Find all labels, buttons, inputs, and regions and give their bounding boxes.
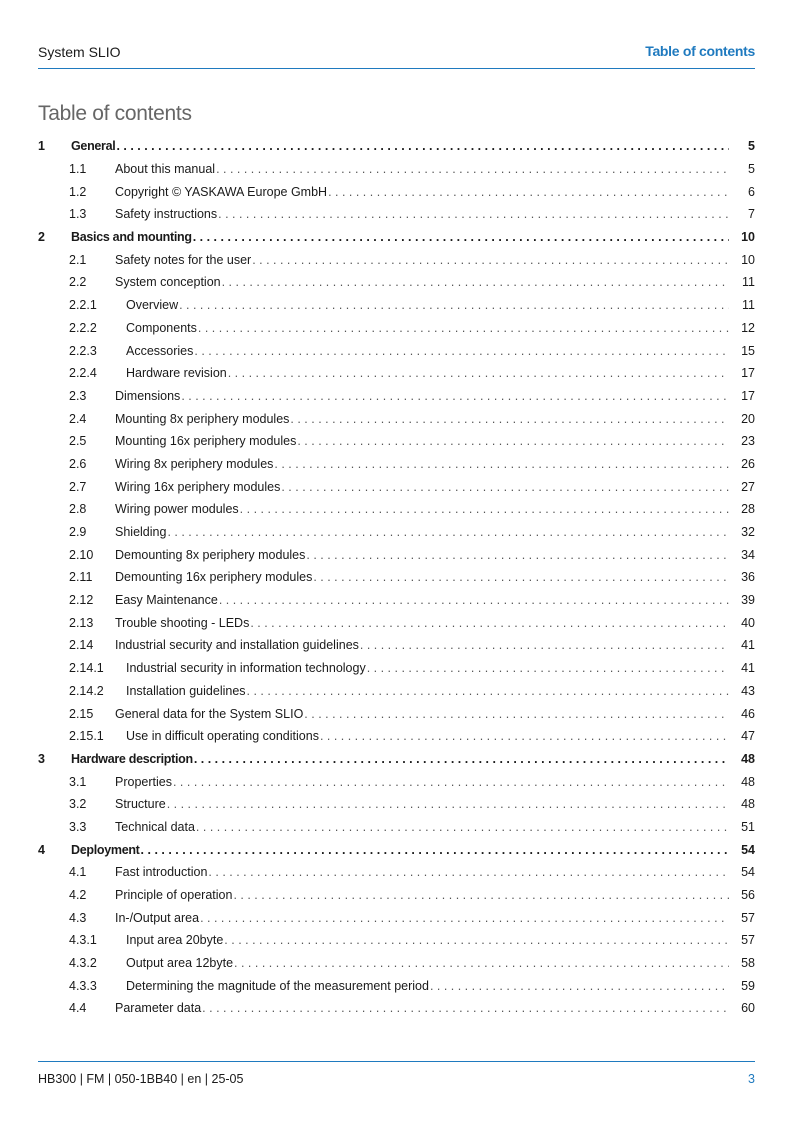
toc-entry-title[interactable]: Wiring power modules bbox=[115, 502, 239, 517]
toc-entry[interactable] bbox=[38, 362, 755, 385]
toc-entry[interactable] bbox=[38, 203, 755, 226]
toc-leader-dots bbox=[216, 162, 729, 176]
toc-leader-dots bbox=[250, 616, 729, 630]
toc-entry-page[interactable]: 36 bbox=[741, 570, 755, 585]
toc-entry-number: 1.3 bbox=[69, 207, 87, 222]
toc-leader-dots bbox=[194, 752, 729, 766]
toc-leader-dots bbox=[306, 548, 729, 562]
toc-entry-number: 2.14 bbox=[69, 638, 94, 653]
toc-entry-page[interactable]: 23 bbox=[741, 434, 755, 449]
toc-entry-title[interactable]: Accessories bbox=[126, 343, 194, 358]
toc-entry[interactable] bbox=[38, 838, 755, 861]
toc-entry-page[interactable]: 17 bbox=[741, 388, 755, 403]
toc-entry-title[interactable]: System conception bbox=[115, 275, 221, 290]
toc-leader-dots bbox=[141, 843, 729, 857]
toc-leader-dots bbox=[181, 389, 729, 403]
toc-entry-number: 2.14.1 bbox=[69, 661, 104, 676]
toc-entry-page[interactable]: 59 bbox=[741, 978, 755, 993]
toc-entry[interactable] bbox=[38, 475, 755, 498]
toc-entry-title[interactable]: Hardware description bbox=[71, 751, 193, 766]
toc-entry-number: 2.9 bbox=[69, 525, 87, 540]
toc-entry-title[interactable]: Output area 12byte bbox=[126, 956, 234, 971]
toc-entry-title[interactable]: General bbox=[71, 139, 116, 154]
toc-entry-number: 4.3.2 bbox=[69, 956, 97, 971]
toc-entry-number: 2.7 bbox=[69, 479, 87, 494]
toc-leader-dots bbox=[202, 1001, 729, 1015]
toc-entry[interactable] bbox=[38, 793, 755, 816]
toc-entry-page[interactable]: 57 bbox=[741, 933, 755, 948]
toc-entry-page[interactable]: 27 bbox=[741, 479, 755, 494]
toc-entry-number: 2.1 bbox=[69, 252, 87, 267]
toc-entry-title[interactable]: Easy Maintenance bbox=[115, 593, 218, 608]
toc-leader-dots bbox=[198, 321, 729, 335]
table-of-contents bbox=[38, 135, 755, 1020]
toc-entry-title[interactable]: Hardware revision bbox=[126, 366, 227, 381]
toc-entry-title[interactable]: Deployment bbox=[71, 842, 140, 857]
toc-entry-title[interactable]: Mounting 16x periphery modules bbox=[115, 434, 297, 449]
toc-entry[interactable] bbox=[38, 861, 755, 884]
toc-entry-page[interactable]: 5 bbox=[748, 139, 755, 154]
toc-entry-page[interactable]: 7 bbox=[748, 207, 755, 222]
toc-entry-title[interactable]: Wiring 16x periphery modules bbox=[115, 479, 281, 494]
toc-entry-page[interactable]: 10 bbox=[741, 252, 755, 267]
toc-entry[interactable] bbox=[38, 385, 755, 408]
toc-entry-title[interactable]: Trouble shooting - LEDs bbox=[115, 615, 250, 630]
toc-entry-number: 2.15.1 bbox=[69, 729, 104, 744]
toc-entry-number: 4 bbox=[38, 842, 45, 857]
toc-entry-title[interactable]: Safety notes for the user bbox=[115, 252, 252, 267]
toc-entry-number: 2.8 bbox=[69, 502, 87, 517]
toc-entry-title[interactable]: General data for the System SLIO bbox=[115, 706, 304, 721]
toc-entry-number: 4.3.1 bbox=[69, 933, 97, 948]
toc-entry-title[interactable]: Wiring 8x periphery modules bbox=[115, 456, 274, 471]
toc-entry[interactable] bbox=[38, 611, 755, 634]
toc-leader-dots bbox=[313, 570, 729, 584]
toc-leader-dots bbox=[173, 775, 729, 789]
toc-leader-dots bbox=[234, 956, 729, 970]
toc-entry-number: 1.1 bbox=[69, 162, 87, 177]
toc-entry-number: 2.2.4 bbox=[69, 366, 97, 381]
toc-entry-page[interactable]: 60 bbox=[741, 1001, 755, 1016]
toc-entry-title[interactable]: Demounting 8x periphery modules bbox=[115, 547, 306, 562]
toc-entry-number: 2.2.1 bbox=[69, 298, 97, 313]
toc-leader-dots bbox=[367, 661, 729, 675]
toc-entry-number: 1.2 bbox=[69, 184, 87, 199]
toc-entry[interactable] bbox=[38, 974, 755, 997]
toc-entry-number: 2.3 bbox=[69, 388, 87, 403]
toc-leader-dots bbox=[297, 434, 729, 448]
toc-entry-page[interactable]: 41 bbox=[741, 638, 755, 653]
toc-entry[interactable] bbox=[38, 589, 755, 612]
toc-entry[interactable] bbox=[38, 725, 755, 748]
page-header bbox=[38, 40, 755, 69]
toc-entry-title[interactable]: Industrial security in information technology bbox=[126, 661, 366, 676]
toc-entry[interactable] bbox=[38, 906, 755, 929]
toc-entry-page[interactable]: 15 bbox=[741, 343, 755, 358]
toc-entry[interactable] bbox=[38, 884, 755, 907]
toc-entry-page[interactable]: 32 bbox=[741, 525, 755, 540]
toc-entry-number: 2.14.2 bbox=[69, 683, 104, 698]
toc-leader-dots bbox=[167, 525, 729, 539]
toc-entry-title[interactable]: Installation guidelines bbox=[126, 683, 246, 698]
toc-entry[interactable] bbox=[38, 521, 755, 544]
toc-leader-dots bbox=[328, 185, 729, 199]
toc-entry[interactable] bbox=[38, 430, 755, 453]
page-footer bbox=[38, 1061, 755, 1092]
toc-entry-number: 2.2 bbox=[69, 275, 87, 290]
toc-entry-page[interactable]: 56 bbox=[741, 888, 755, 903]
toc-entry[interactable] bbox=[38, 226, 755, 249]
toc-entry-title[interactable]: Input area 20byte bbox=[126, 933, 224, 948]
toc-entry-number: 4.3.3 bbox=[69, 978, 97, 993]
toc-entry[interactable] bbox=[38, 248, 755, 271]
toc-leader-dots bbox=[222, 275, 729, 289]
toc-entry-number: 3.1 bbox=[69, 774, 87, 789]
toc-entry-page[interactable]: 58 bbox=[741, 956, 755, 971]
toc-leader-dots bbox=[200, 911, 729, 925]
toc-entry-title[interactable]: Overview bbox=[126, 298, 179, 313]
toc-entry-title[interactable]: Determining the magnitude of the measurement period bbox=[126, 978, 429, 993]
toc-entry-title[interactable]: Safety instructions bbox=[115, 207, 218, 222]
toc-entry-number: 2.12 bbox=[69, 593, 94, 608]
toc-entry[interactable] bbox=[38, 997, 755, 1020]
toc-leader-dots bbox=[194, 344, 729, 358]
toc-leader-dots bbox=[274, 457, 729, 471]
toc-entry[interactable] bbox=[38, 702, 755, 725]
toc-entry-number: 2.15 bbox=[69, 706, 94, 721]
toc-leader-dots bbox=[360, 638, 729, 652]
toc-leader-dots bbox=[240, 502, 729, 516]
toc-leader-dots bbox=[228, 366, 729, 380]
toc-leader-dots bbox=[219, 593, 729, 607]
page-title: Table of contents bbox=[38, 102, 192, 125]
toc-entry-page[interactable]: 47 bbox=[741, 729, 755, 744]
toc-entry-page[interactable]: 17 bbox=[741, 366, 755, 381]
toc-entry[interactable] bbox=[38, 339, 755, 362]
toc-entry-page[interactable]: 5 bbox=[748, 162, 755, 177]
toc-entry-number: 4.4 bbox=[69, 1001, 87, 1016]
toc-entry[interactable] bbox=[38, 657, 755, 680]
toc-entry-number: 2.2.3 bbox=[69, 343, 97, 358]
toc-entry-page[interactable]: 43 bbox=[741, 683, 755, 698]
toc-entry-title[interactable]: Shielding bbox=[115, 525, 167, 540]
toc-entry-page[interactable]: 54 bbox=[741, 842, 755, 857]
toc-entry-page[interactable]: 28 bbox=[741, 502, 755, 517]
toc-entry-number: 1 bbox=[38, 139, 45, 154]
toc-entry-title[interactable]: In-/Output area bbox=[115, 910, 200, 925]
toc-entry-title[interactable]: About this manual bbox=[115, 162, 216, 177]
toc-entry-title[interactable]: Principle of operation bbox=[115, 888, 233, 903]
toc-entry-title[interactable]: Copyright © YASKAWA Europe GmbH bbox=[115, 184, 328, 199]
toc-entry-page[interactable]: 39 bbox=[741, 593, 755, 608]
toc-entry-page[interactable]: 12 bbox=[741, 320, 755, 335]
toc-entry-title[interactable]: Components bbox=[126, 320, 197, 335]
toc-entry-page[interactable]: 34 bbox=[741, 547, 755, 562]
toc-entry[interactable] bbox=[38, 158, 755, 181]
toc-entry-number: 3.2 bbox=[69, 797, 87, 812]
toc-entry-number: 2.4 bbox=[69, 411, 87, 426]
toc-entry-title[interactable]: Use in difficult operating conditions bbox=[126, 729, 319, 744]
toc-leader-dots bbox=[430, 979, 729, 993]
toc-entry-title[interactable]: Parameter data bbox=[115, 1001, 202, 1016]
toc-entry[interactable] bbox=[38, 180, 755, 203]
toc-entry-number: 2.10 bbox=[69, 547, 94, 562]
toc-leader-dots bbox=[179, 298, 729, 312]
toc-entry-page[interactable]: 46 bbox=[741, 706, 755, 721]
toc-entry[interactable] bbox=[38, 317, 755, 340]
toc-entry-title[interactable]: Technical data bbox=[115, 819, 195, 834]
toc-entry[interactable] bbox=[38, 498, 755, 521]
toc-entry-title[interactable]: Demounting 16x periphery modules bbox=[115, 570, 313, 585]
toc-entry[interactable] bbox=[38, 453, 755, 476]
toc-entry-number: 2.5 bbox=[69, 434, 87, 449]
toc-entry-page[interactable]: 48 bbox=[741, 774, 755, 789]
toc-entry-number: 2.11 bbox=[69, 570, 93, 585]
footer-page-number: 3 bbox=[748, 1072, 755, 1086]
toc-entry-page[interactable]: 48 bbox=[741, 797, 755, 812]
toc-entry-number: 4.2 bbox=[69, 888, 87, 903]
toc-entry-page[interactable]: 20 bbox=[741, 411, 755, 426]
toc-entry-title[interactable]: Properties bbox=[115, 774, 172, 789]
toc-leader-dots bbox=[247, 684, 729, 698]
toc-entry[interactable] bbox=[38, 952, 755, 975]
toc-leader-dots bbox=[252, 253, 729, 267]
toc-entry-title[interactable]: Dimensions bbox=[115, 388, 181, 403]
toc-leader-dots bbox=[224, 933, 729, 947]
toc-entry[interactable] bbox=[38, 135, 755, 158]
toc-entry[interactable] bbox=[38, 634, 755, 657]
toc-entry[interactable] bbox=[38, 543, 755, 566]
toc-entry-number: 4.3 bbox=[69, 910, 87, 925]
toc-leader-dots bbox=[320, 729, 729, 743]
toc-entry[interactable] bbox=[38, 929, 755, 952]
toc-entry-page[interactable]: 48 bbox=[741, 751, 755, 766]
toc-entry[interactable] bbox=[38, 407, 755, 430]
toc-entry-page[interactable]: 6 bbox=[748, 184, 755, 199]
toc-entry-number: 2.13 bbox=[69, 615, 94, 630]
toc-entry-number: 2.6 bbox=[69, 456, 87, 471]
toc-entry-title[interactable]: Basics and mounting bbox=[71, 230, 192, 245]
toc-entry-page[interactable]: 54 bbox=[741, 865, 755, 880]
toc-leader-dots bbox=[196, 820, 729, 834]
toc-entry-page[interactable]: 40 bbox=[741, 615, 755, 630]
toc-entry-number: 2 bbox=[38, 230, 45, 245]
toc-leader-dots bbox=[167, 797, 729, 811]
toc-entry-number: 2.2.2 bbox=[69, 320, 97, 335]
toc-leader-dots bbox=[193, 230, 729, 244]
toc-entry-page[interactable]: 11 bbox=[742, 275, 755, 290]
toc-entry[interactable] bbox=[38, 566, 755, 589]
toc-entry-page[interactable]: 11 bbox=[742, 298, 755, 313]
toc-entry-page[interactable]: 41 bbox=[741, 661, 755, 676]
toc-entry-page[interactable]: 57 bbox=[741, 910, 755, 925]
toc-entry-page[interactable]: 10 bbox=[741, 230, 755, 245]
toc-leader-dots bbox=[281, 480, 729, 494]
toc-leader-dots bbox=[304, 707, 729, 721]
toc-entry-number: 3.3 bbox=[69, 819, 87, 834]
toc-entry-title[interactable]: Industrial security and installation guidelines bbox=[115, 638, 359, 653]
toc-entry-page[interactable]: 26 bbox=[741, 456, 755, 471]
toc-entry[interactable] bbox=[38, 816, 755, 839]
toc-entry-number: 4.1 bbox=[69, 865, 87, 880]
toc-leader-dots bbox=[208, 865, 729, 879]
toc-leader-dots bbox=[116, 139, 729, 153]
toc-entry[interactable] bbox=[38, 271, 755, 294]
toc-entry-title[interactable]: Mounting 8x periphery modules bbox=[115, 411, 290, 426]
toc-entry[interactable] bbox=[38, 294, 755, 317]
toc-entry-number: 3 bbox=[38, 751, 45, 766]
toc-entry[interactable] bbox=[38, 748, 755, 771]
toc-leader-dots bbox=[218, 207, 729, 221]
toc-entry-page[interactable]: 51 bbox=[741, 819, 755, 834]
toc-entry[interactable] bbox=[38, 770, 755, 793]
toc-leader-dots bbox=[290, 412, 729, 426]
toc-entry-title[interactable]: Fast introduction bbox=[115, 865, 208, 880]
footer-document-id: HB300 | FM | 050-1BB40 | en | 25-05 bbox=[38, 1072, 244, 1086]
toc-entry-title[interactable]: Structure bbox=[115, 797, 166, 812]
header-section-link[interactable]: Table of contents bbox=[645, 43, 755, 59]
toc-leader-dots bbox=[233, 888, 729, 902]
header-product-name: System SLIO bbox=[38, 44, 121, 60]
toc-entry[interactable] bbox=[38, 680, 755, 703]
